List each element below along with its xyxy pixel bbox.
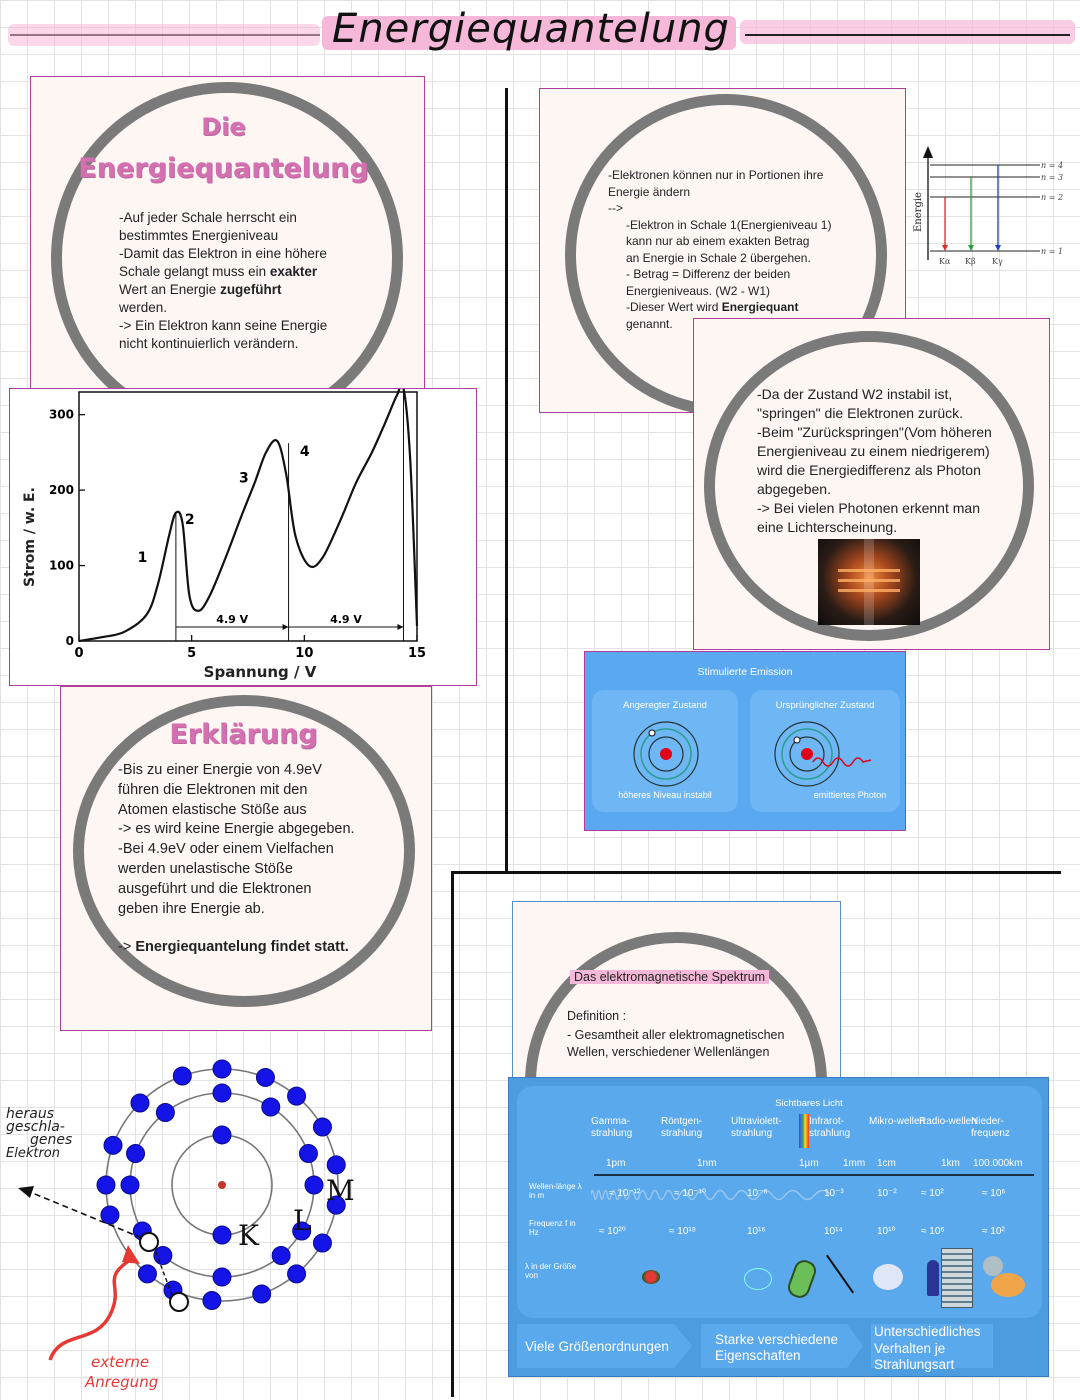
interval-label: 4.9 V: [330, 613, 362, 626]
card-intro-bold: zugeführt: [220, 282, 282, 297]
card-portions-line: -Dieser Wert wird: [626, 300, 722, 314]
electron: [256, 1068, 274, 1086]
title-highlight-right: [740, 20, 1075, 44]
transition-arrow-icon: [968, 245, 974, 251]
card-intro-line: werden.: [119, 300, 168, 315]
emission-title: Stimulierte Emission: [697, 666, 793, 678]
card-photon-line: Energieniveau zu einem niedrigerem): [757, 443, 990, 459]
card-portions-line: -Elektronen können nur in Portionen ihre: [608, 168, 824, 182]
peak-label: 3: [238, 470, 249, 487]
band-label: Gamma-strahlung: [591, 1116, 633, 1139]
card-portions-text: [608, 167, 858, 332]
y-tick-label: 100: [48, 558, 74, 573]
axis-arrow-icon: [923, 146, 933, 158]
level-label-n1: n = 1: [1041, 247, 1064, 256]
level-label-n3: n = 3: [1041, 173, 1064, 182]
y-tick-label: 0: [65, 634, 74, 648]
emission-left-caption: höheres Niveau instabil: [618, 790, 712, 800]
scale-label: 100.000km: [973, 1158, 1023, 1169]
note-line: Anregung: [85, 1373, 159, 1391]
chart-plot-area: [79, 392, 417, 641]
spectrum-def-title: Definition :: [567, 1009, 627, 1023]
visible-band-rainbow: [799, 1114, 809, 1148]
nucleus: [218, 1181, 226, 1189]
band-label: Nieder-frequenz: [971, 1116, 1010, 1139]
card-intro-text: [119, 209, 379, 353]
electron: [253, 1285, 271, 1303]
card-explain: [60, 686, 432, 1031]
band-label: Mikro-wellen: [869, 1116, 926, 1127]
electron: [104, 1136, 122, 1154]
card-intro-heading1: Die: [201, 113, 246, 141]
electron: [288, 1087, 306, 1105]
peak-label: 4: [299, 444, 310, 461]
electron: [213, 1268, 231, 1286]
note-line: genes: [30, 1132, 73, 1148]
electron: [138, 1265, 156, 1283]
card-portions-line: kann nur ab einem exakten Betrag: [626, 234, 810, 248]
card-explain-line: werden unelastische Stöße: [118, 860, 293, 877]
footer-text-3: Unterschiedliches Verhalten je Strahlungsart: [874, 1324, 981, 1372]
transition-label: Kγ: [992, 257, 1003, 266]
energy-ylabel: Energie: [913, 192, 924, 232]
card-explain-line: ausgeführt und die Elektronen: [118, 880, 312, 897]
visible-light-label: Sichtbares Licht: [775, 1098, 843, 1109]
transition-label: Kα: [939, 257, 951, 266]
level-label-n4: n = 4: [1041, 161, 1064, 170]
electron: [313, 1234, 331, 1252]
card-explain-line: führen die Elektronen mit den: [118, 781, 308, 798]
footer-text-2: Starke verschiedene Eigenschaften: [715, 1332, 839, 1363]
electron: [213, 1060, 231, 1078]
emission-left-label: Angeregter Zustand: [623, 700, 707, 711]
note-line: heraus: [6, 1106, 54, 1122]
card-explain-line: -Bei 4.9eV oder einem Vielfachen: [118, 841, 334, 858]
frequency-value: ≈ 10²⁰: [599, 1226, 626, 1237]
ground-atom-icon: [767, 716, 887, 796]
frequency-value: 10¹⁰: [877, 1226, 896, 1237]
chart-xlabel: Spannung / V: [203, 663, 317, 681]
electron: [121, 1176, 139, 1194]
note-line: Elektron: [6, 1146, 60, 1161]
earth-icon: [983, 1256, 1003, 1276]
x-tick-label: 15: [407, 646, 427, 661]
frequency-value: ≈ 10¹⁸: [669, 1226, 696, 1237]
spectrum-heading: Das elektromagnetische Spektrum: [570, 970, 769, 984]
spectrum-def-line: Wellen, verschiedener Wellenlängen: [567, 1045, 770, 1059]
card-photon-line: eine Lichterscheinung.: [757, 519, 898, 535]
electron-empty: [140, 1233, 158, 1251]
peak-label: 1: [137, 549, 148, 566]
card-explain-line: Atomen elastische Stöße aus: [118, 801, 307, 818]
electron: [213, 1126, 231, 1144]
fly-icon: [873, 1264, 903, 1290]
card-photon-line: abgegeben.: [757, 481, 831, 497]
card-explain-line: -> es wird keine Energie abgegeben.: [118, 821, 355, 838]
y-tick-label: 200: [48, 483, 74, 498]
wavelength-value: ≈ 10⁻¹⁰: [674, 1188, 707, 1199]
franck-hertz-chart: [10, 389, 475, 684]
note-ejected: [6, 1108, 72, 1160]
wavelength-value: ≈ 10⁶: [982, 1188, 1006, 1199]
card-photon-line: -Da der Zustand W2 instabil ist,: [757, 386, 953, 402]
row-label-wavelength: Wellen-länge λ in m: [529, 1182, 582, 1200]
divider-vertical: [505, 88, 508, 872]
card-portions-line: -->: [608, 201, 623, 215]
band-label: Infrarot-strahlung: [809, 1116, 851, 1139]
glow-tube-photo: [818, 539, 920, 625]
electron: [272, 1246, 290, 1264]
wavelength-value: 10⁻³: [824, 1188, 844, 1199]
peak-label: 2: [184, 512, 195, 529]
band-label: Ultraviolett-strahlung: [731, 1116, 782, 1139]
chart-ylabel: Strom / w. E.: [22, 487, 38, 587]
person-icon: [927, 1260, 939, 1296]
y-tick-label: 300: [48, 407, 74, 422]
excited-atom-icon: [626, 718, 706, 788]
page-title: Energiequantelung: [332, 6, 730, 52]
scale-label: 1pm: [606, 1158, 626, 1169]
interval-label: 4.9 V: [216, 613, 249, 626]
card-explain-line: ->: [118, 939, 136, 956]
x-tick-label: 5: [187, 646, 197, 661]
electron: [203, 1292, 221, 1310]
scale-label: 1nm: [697, 1158, 717, 1169]
card-portions-line: - Betrag = Differenz der beiden: [626, 267, 791, 281]
card-portions-bold: Energiequant: [721, 300, 799, 314]
wavelength-value: ≈ 10⁻¹²: [609, 1188, 641, 1199]
electron: [327, 1156, 345, 1174]
atom-icon: [744, 1268, 772, 1290]
electron: [299, 1145, 317, 1163]
electron: [97, 1176, 115, 1194]
card-intro-line: -Auf jeder Schale herrscht ein: [119, 210, 297, 225]
row-label-frequency: Frequenz f in Hz: [529, 1219, 576, 1237]
footer-text-1: Viele Größenordnungen: [525, 1339, 669, 1354]
note-line: externe: [91, 1353, 150, 1371]
card-portions-line: -Elektron in Schale 1(Energieniveau 1): [626, 217, 832, 232]
card-portions-line: Energieniveaus. (W2 - W1): [626, 283, 771, 298]
emission-right-label: Ursprünglicher Zustand: [775, 700, 875, 711]
electron: [156, 1104, 174, 1122]
wavelength-value: 10⁻²: [877, 1188, 897, 1199]
divider-horizontal: [451, 871, 1061, 874]
card-intro-heading2: Energiequantelung: [78, 153, 369, 184]
card-intro-line: -> Ein Elektron kann seine Energie: [119, 318, 328, 333]
energy-level-diagram: [905, 140, 1075, 270]
card-explain-heading: Erklärung: [169, 719, 318, 750]
electron: [131, 1094, 149, 1112]
x-tick-label: 10: [295, 646, 314, 661]
note-excitation: [85, 1352, 158, 1392]
card-intro-line: Schale gelangt muss ein: [119, 264, 270, 279]
card-photon-line: wird die Energiedifferenz als Photon: [757, 462, 981, 478]
transition-arrow-icon: [942, 245, 948, 251]
emission-panel: [584, 651, 906, 831]
electron: [173, 1067, 191, 1085]
planet-icon: [991, 1273, 1025, 1297]
scale-label: 1mm: [843, 1158, 866, 1169]
spectrum-card: [512, 901, 841, 1081]
card-photon-line: -Beim "Zurückspringen"(Vom höheren: [757, 424, 992, 440]
scale-label: 1km: [941, 1158, 960, 1169]
electron: [305, 1176, 323, 1194]
transition-arrow-icon: [995, 245, 1001, 251]
x-tick-label: 0: [74, 646, 84, 661]
card-intro-line: nicht kontinuierlich verändern.: [119, 336, 299, 351]
electron-ejected: [170, 1293, 188, 1311]
title-highlight-left: [8, 24, 320, 46]
chart-card: [9, 388, 477, 686]
card-portions-line: genannt.: [626, 316, 673, 331]
frequency-value: 10¹⁶: [747, 1226, 766, 1237]
spectrum-panel: [508, 1077, 1049, 1377]
wavelength-value: 10⁻⁶: [747, 1188, 768, 1199]
electron: [213, 1084, 231, 1102]
atom-diagram: [0, 1040, 440, 1400]
card-explain-line: geben ihre Energie ab.: [118, 900, 265, 917]
card-intro-line: bestimmtes Energieniveau: [119, 228, 279, 243]
card-intro-line: Wert an Energie: [119, 282, 221, 297]
card-explain-line: -Bis zu einer Energie von 4.9eV: [118, 762, 322, 778]
shell-label-l: L: [293, 1204, 312, 1237]
card-explain-bold: Energiequantelung findet statt.: [135, 939, 349, 956]
electron: [101, 1206, 119, 1224]
card-photon-line: -> Bei vielen Photonen erkennt man: [757, 500, 980, 516]
title-line-right: [745, 34, 1070, 36]
card-explain-text: [118, 761, 418, 958]
divider-vertical-lower: [451, 871, 454, 1397]
electron: [213, 1226, 231, 1244]
card-photon: [693, 318, 1050, 650]
arrowhead-icon: [18, 1186, 34, 1198]
electron: [262, 1098, 280, 1116]
frequency-value: 10¹⁴: [824, 1226, 843, 1237]
shell-label-k: K: [238, 1219, 259, 1252]
row-label-size: λ in der Größe von: [525, 1262, 577, 1280]
level-label-n2: n = 2: [1041, 193, 1064, 202]
building-icon: [941, 1248, 973, 1308]
shell-label-m: M: [326, 1174, 355, 1207]
spectrum-def-text: [567, 1027, 784, 1061]
card-portions-line: Energie ändern: [608, 184, 691, 199]
emission-right-caption: emittiertes Photon: [813, 790, 887, 800]
card-portions-line: an Energie in Schale 2 übergehen.: [626, 250, 811, 265]
ejection-arrow: [30, 1192, 142, 1238]
scale-label: 1µm: [799, 1158, 819, 1169]
band-label: Radio-wellen: [919, 1116, 977, 1127]
card-intro-bold: exakter: [269, 264, 318, 279]
band-label: Röntgen-strahlung: [661, 1116, 703, 1139]
electron: [313, 1118, 331, 1136]
card-intro: [30, 76, 425, 390]
electron: [127, 1145, 145, 1163]
spectrum-scale-line: [594, 1174, 1034, 1176]
card-intro-line: -Damit das Elektron in eine höhere: [119, 246, 327, 261]
card-photon-line: "springen" die Elektronen zurück.: [757, 405, 964, 421]
electron: [288, 1265, 306, 1283]
card-photon-text: [757, 385, 1047, 537]
transition-label: Kβ: [965, 257, 976, 266]
molecule-icon: [642, 1270, 660, 1284]
spectrum-def-line: - Gesamtheit aller elektromagnetischen: [567, 1028, 785, 1042]
note-line: geschla-: [6, 1119, 65, 1135]
wavelength-value: ≈ 10²: [921, 1188, 944, 1199]
scale-label: 1cm: [877, 1158, 896, 1169]
frequency-value: ≈ 10²: [982, 1226, 1005, 1237]
excitation-arrow: [50, 1260, 130, 1360]
frequency-value: ≈ 10⁶: [921, 1226, 945, 1237]
